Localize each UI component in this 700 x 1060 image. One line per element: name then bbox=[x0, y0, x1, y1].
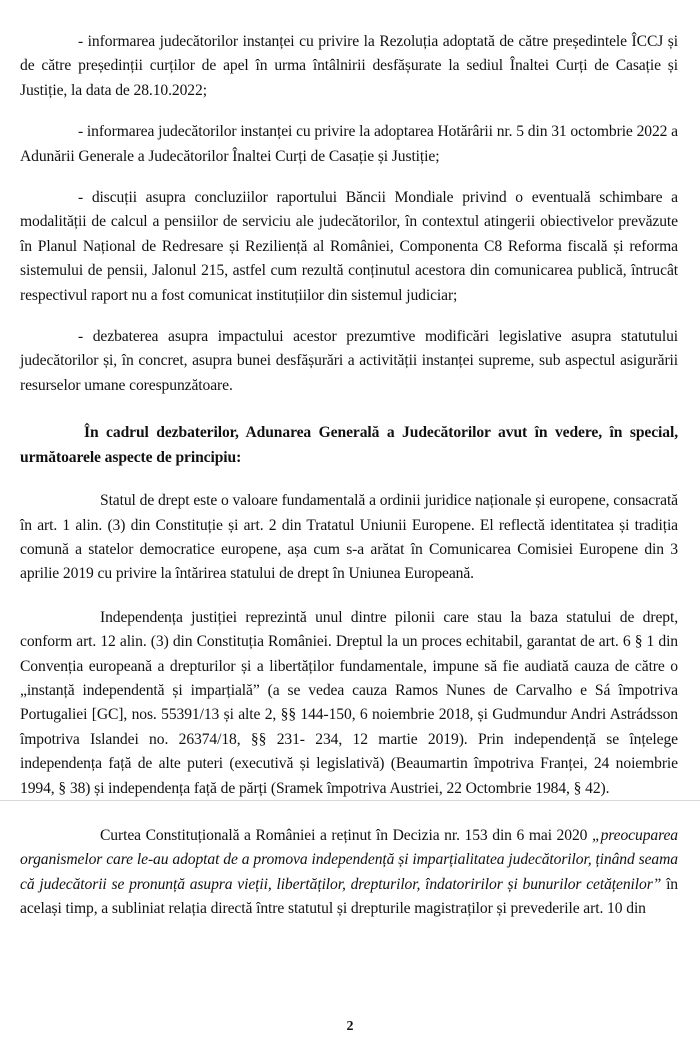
constitutional-court-outro: în același timp, a subliniat relația directă între statutul și drepturile magistraților și prevederile art. 10 din bbox=[20, 875, 679, 918]
paragraph-constitutional-court bbox=[20, 824, 678, 922]
paragraph-bullet-decision: - informarea judecătorilor instanței cu privire la adoptarea Hotărârii nr. 5 din 31 octombrie 2022 a Adunării Generale a Judecătorilor Înaltei Curți de Casație și Justiție; bbox=[20, 123, 678, 165]
constitutional-court-quote: „preocuparea organismelor care le-au adoptat de a promova independență și imparțialitatea judecătorilor, ținând seama că judecătorii se pronunță asupra vieții, libertăților, drepturilor, îndatoririlor și bunurilor cetățenilor” bbox=[20, 826, 678, 893]
paragraph-rule-of-law: Statul de drept este o valoare fundamentală a ordinii juridice naționale și europene, consacrată în art. 1 alin. (3) din Constituție și art. 2 din Tratatul Uniunii Europene. El reflectă identitatea și tradiția comună a statelor democratice europene, așa cum s-a arătat în Comunicarea Comisiei Europene din 3 aprilie 2019 cu privire la întărirea statului de drept în Uniunea Europeană. bbox=[20, 492, 678, 583]
paragraph-bullet-resolution: - informarea judecătorilor instanței cu privire la Rezoluția adoptată de către președintele ÎCCJ și de către președinții curților de apel în urma întâlnirii desfășurate la sediul Înaltei Curți de Casație și Justiție, la data de 28.10.2022; bbox=[20, 33, 678, 99]
constitutional-court-intro: Curtea Constituțională a României a reținut în Decizia nr. 153 din 6 mai 2020 bbox=[100, 826, 592, 844]
scan-divider bbox=[0, 800, 700, 801]
page-number: 2 bbox=[346, 1019, 354, 1034]
paragraph-bullet-debate: - dezbaterea asupra impactului acestor prezumtive modificări legislative asupra statutului judecătorilor și, în concret, asupra bunei desfășurări a activității instanței supreme, sub aspectul asigurării resurselor umane corespunzătoare. bbox=[20, 328, 678, 394]
paragraph-judicial-independence: Independența justiției reprezintă unul dintre pilonii care stau la baza statului de drept, conform art. 12 alin. (3) din Constituția României. Dreptul la un proces echitabil, garantat de art. 6 § 1 din Convenția europeană a drepturilor și a libertăților fundamentale, impune să fie audiată cauza de către o „instanță independentă și imparțială” (a se vedea cauza Ramos Nunes de Carvalho e Sá împotriva Portugaliei [GC], nos. 55391/13 și alte 2, §§ 144-150, 6 noiembrie 2018, și Gudmundur Andri Astrádsson împotriva Islandei no. 26374/18, §§ 231- 234, 12 martie 2019). Prin independență se înțelege independența față de alte puteri (executivă și legislativă) (Beaumartin împotriva Franței, 24 noiembrie 1994, § 38) și independența față de părți (Sramek împotriva Austriei, 22 Octombrie 1984, § 42). bbox=[20, 608, 678, 797]
section-heading: În cadrul dezbaterilor, Adunarea Generală a Judecătorilor avut în vedere, în special, următoarele aspecte de principiu: bbox=[20, 424, 678, 466]
paragraph-bullet-world-bank: - discuții asupra concluziilor raportului Băncii Mondiale privind o eventuală schimbare a modalității de calcul a pensiilor de serviciu ale judecătorilor, în contextul atingerii obiectivelor prevăzute în Planul Național de Redresare și Reziliență al României, Componenta C8 Reforma fiscală și reforma sistemului de pensii, Jalonul 215, astfel cum rezultă conținutul acestora din comunicarea publică, întrucât respectivul raport nu a fost comunicat instituțiilor din sistemul judiciar; bbox=[20, 189, 678, 304]
